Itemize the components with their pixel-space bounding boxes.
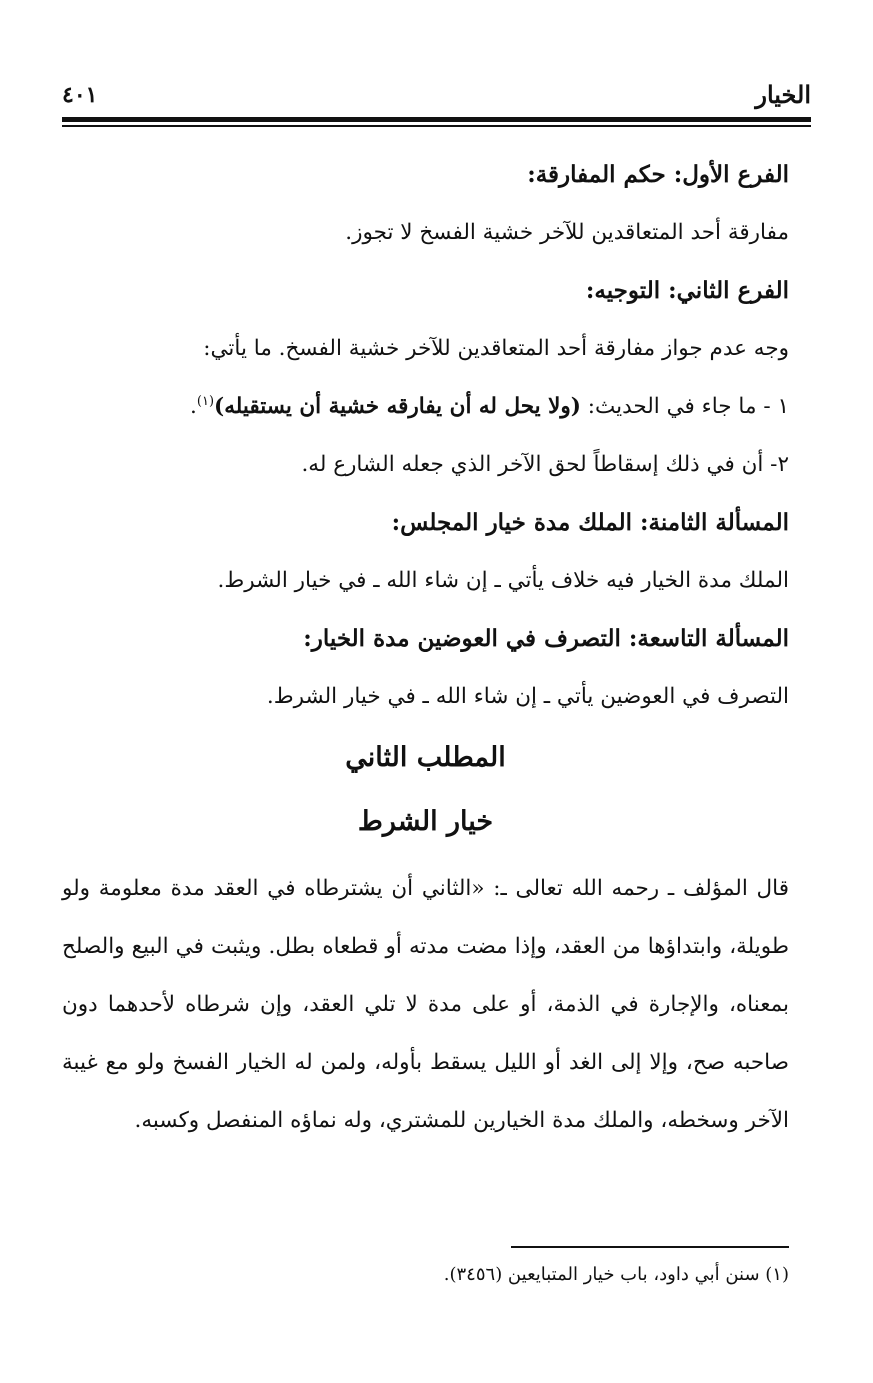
list-item-1 [62, 382, 789, 440]
list-item-1-prefix: ١ - ما جاء في الحديث: [580, 394, 789, 419]
page-content [62, 150, 789, 1150]
section-title: المطلب الثاني [345, 742, 506, 773]
section-subtitle: خيار الشرط [357, 806, 494, 837]
heading-ninth-issue: المسألة التاسعة: التصرف في العوضين مدة الخيار: [303, 625, 789, 652]
header-rule-thick [62, 117, 811, 122]
page-number: ٤٠١ [62, 82, 98, 108]
list-item-1-suffix: . [190, 394, 197, 419]
footnote-separator [511, 1246, 789, 1248]
hadith-quote: (ولا يحل له أن يفارقه خشية أن يستقيله) [214, 394, 581, 419]
list-item-2: ٢- أن في ذلك إسقاطاً لحق الآخر الذي جعله الشارع له. [301, 452, 789, 477]
running-title: الخيار [755, 80, 811, 109]
author-quote-paragraph: قال المؤلف ـ رحمه الله تعالى ـ: «الثاني أن يشترطاه في العقد مدة معلومة ولو طويلة، وابتداؤها من العقد، وإذا مضت مدته أو قطعاه بطل. ويثبت في البيع والصلح بمعناه، والإجارة في الذمة، أو على مدة لا تلي العقد، وإن شرطاه لأحدهما دون صاحبه صح، وإلا إلى الغد أو الليل يسقط بأوله، ولمن له الخيار الفسخ ولو مع غيبة الآخر وسخطه، والملك مدة الخيارين للمشتري، وله نماؤه المنفصل وكسبه. [62, 876, 789, 1133]
footnote-1: (١) سنن أبي داود، باب خيار المتبايعين (٣٤٥٦). [443, 1264, 789, 1285]
paragraph-ninth-issue: التصرف في العوضين يأتي ـ إن شاء الله ـ في خيار الشرط. [266, 684, 789, 709]
paragraph-first-branch: مفارقة أحد المتعاقدين للآخر خشية الفسخ لا تجوز. [345, 220, 789, 245]
heading-eighth-issue: المسألة الثامنة: الملك مدة خيار المجلس: [391, 509, 789, 536]
header-rule-thin [62, 125, 811, 127]
footnote-ref-1[interactable]: (١) [196, 393, 215, 409]
heading-first-branch: الفرع الأول: حكم المفارقة: [527, 161, 789, 188]
paragraph-second-intro: وجه عدم جواز مفارقة أحد المتعاقدين للآخر خشية الفسخ. ما يأتي: [203, 336, 789, 361]
paragraph-eighth-issue: الملك مدة الخيار فيه خلاف يأتي ـ إن شاء الله ـ في خيار الشرط. [217, 568, 789, 593]
running-header [62, 80, 811, 120]
heading-second-branch: الفرع الثاني: التوجيه: [585, 277, 789, 304]
